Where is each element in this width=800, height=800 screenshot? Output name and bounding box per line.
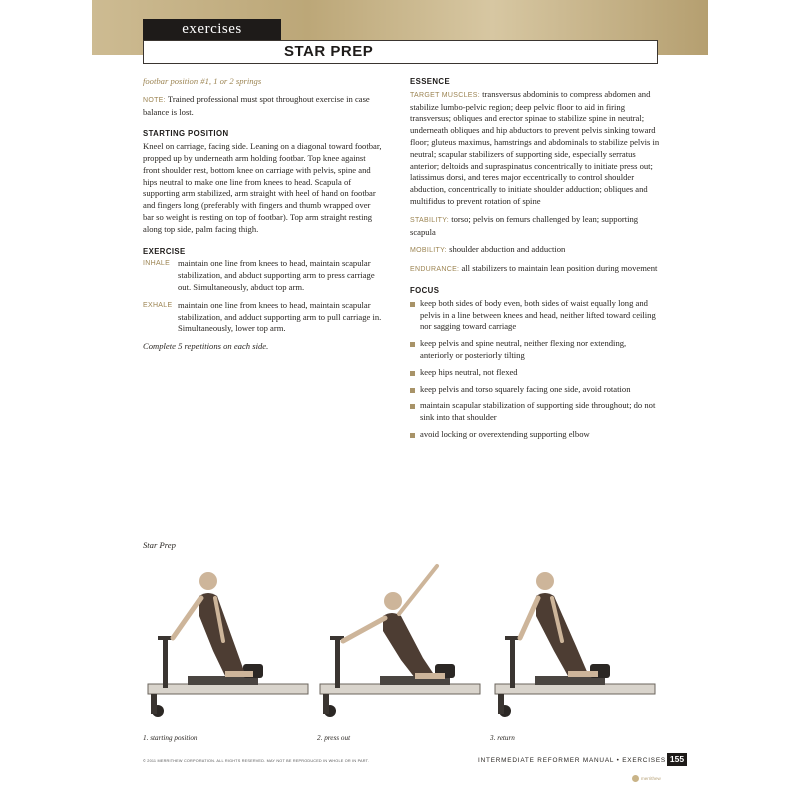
figure-illustration [173,572,253,676]
figure-illustration [520,572,598,676]
endurance-label: ENDURANCE: [410,266,460,274]
stability-label: STABILITY: [410,216,450,224]
starting-position-text: Kneel on carriage, facing side. Leaning on a diagonal toward footbar, propped up by underneath arm holding footbar. Top knee against front shoulder rest, bottom knee on carriage with pelvis, spine and hips neutral to make one line from knees to head. Scapula of supporting arm stabilized, arm straight with heel of hand on footbar and fingers long (preferably with fingers and thumb wrapped over bar so weight is resting on top of footbar). Top arm straight resting along top side, palm facing thigh. [143,141,382,234]
logo-text: merrithew [641,776,661,781]
focus-item: keep both sides of body even, both sides of waist equally long and pelvis in a line between knees and head, neither lifted toward ceiling nor sagging toward carriage [410,298,660,333]
focus-item: keep hips neutral, not flexed [410,367,660,379]
photo-sequence-title: Star Prep [143,540,176,550]
exhale-label: EXHALE [143,301,173,309]
photo-return [490,556,660,728]
inhale-text: maintain one line from knees to head, maintain scapular stabilization, and abduct supporting arm to press carriage out. Simultaneously, abduct top arm. [178,258,375,292]
manual-title: INTERMEDIATE REFORMER MANUAL • EXERCISES [478,757,666,764]
stability [410,214,660,239]
note [143,94,383,119]
exhale-step [143,300,383,335]
figure-illustration [343,566,445,678]
endurance [410,263,660,276]
copyright-notice: © 2011 MERRITHEW CORPORATION. ALL RIGHTS RESERVED. MAY NOT BE REPRODUCED IN WHOLE OR IN PART. [143,759,369,763]
note-text: Trained professional must spot throughout exercise in case balance is lost. [143,93,370,117]
focus-heading: FOCUS [410,285,440,295]
left-column [143,76,383,359]
exercise-heading: EXERCISE [143,246,186,256]
photo-press-out [315,556,485,728]
page-title: STAR PREP [284,43,374,60]
focus-item: keep pelvis and torso squarely facing one side, avoid rotation [410,384,660,396]
focus-item: maintain scapular stabilization of supporting side throughout; do not sink into that shoulder [410,400,660,424]
logo-icon [632,775,639,782]
mobility-text: shoulder abduction and adduction [449,244,566,255]
page-title-box [143,40,658,64]
exhale-text: maintain one line from knees to head, maintain scapular stabilization, and adduct supporting arm to pull carriage in. Simultaneously, lower top arm. [178,299,382,334]
caption-return: 3. return [490,734,515,742]
inhale-step [143,258,383,293]
focus-list [410,298,660,441]
right-column [410,76,660,446]
caption-press-out: 2. press out [317,734,351,742]
section-tab: exercises [143,19,281,40]
caption-starting-position: 1. starting position [143,734,198,742]
focus-item: avoid locking or overextending supporting elbow [410,429,660,441]
target-text: transversus abdominis to compress abdomen and stabilize lumbo-pelvic region; deep pelvic floor to aid in firing transversus; obliques and erector spinae to stabilize spine in neutral; underneath obliques and hip abductors to prevent pelvis sinking toward floor; gluteus maximus, hamstrings and abdominals to stabilize pelvis in neutral; scapular stabilizers of supporting side, especially serratus anterior; deltoids and supraspinatus concentrically to initiate press out; latissimus dorsi, and teres major eccentrically to control shoulder abduction, concentrically to initiate shoulder adduction; obliques and multifidus to prevent rotation of spine [410,88,660,206]
target-muscles [410,89,660,208]
target-label: TARGET MUSCLES: [410,91,480,99]
repetitions: Complete 5 repetitions on each side. [143,341,269,352]
starting-position-heading: STARTING POSITION [143,129,229,139]
stability-text: torso; pelvis on femurs challenged by lean; supporting scapula [410,213,639,237]
inhale-label: INHALE [143,260,171,268]
note-label: NOTE: [143,96,166,104]
footbar-setting: footbar position #1, 1 or 2 springs [143,76,262,86]
mobility-label: MOBILITY: [410,247,447,255]
essence-heading: ESSENCE [410,77,451,86]
focus-item: keep pelvis and spine neutral, neither flexing nor extending, anteriorly or posteriorly tilting [410,338,660,362]
page-number: 155 [667,753,687,766]
endurance-text: all stabilizers to maintain lean position during movement [461,263,658,274]
brand-logo [632,775,661,782]
photo-starting-position [143,556,313,728]
mobility [410,244,660,257]
